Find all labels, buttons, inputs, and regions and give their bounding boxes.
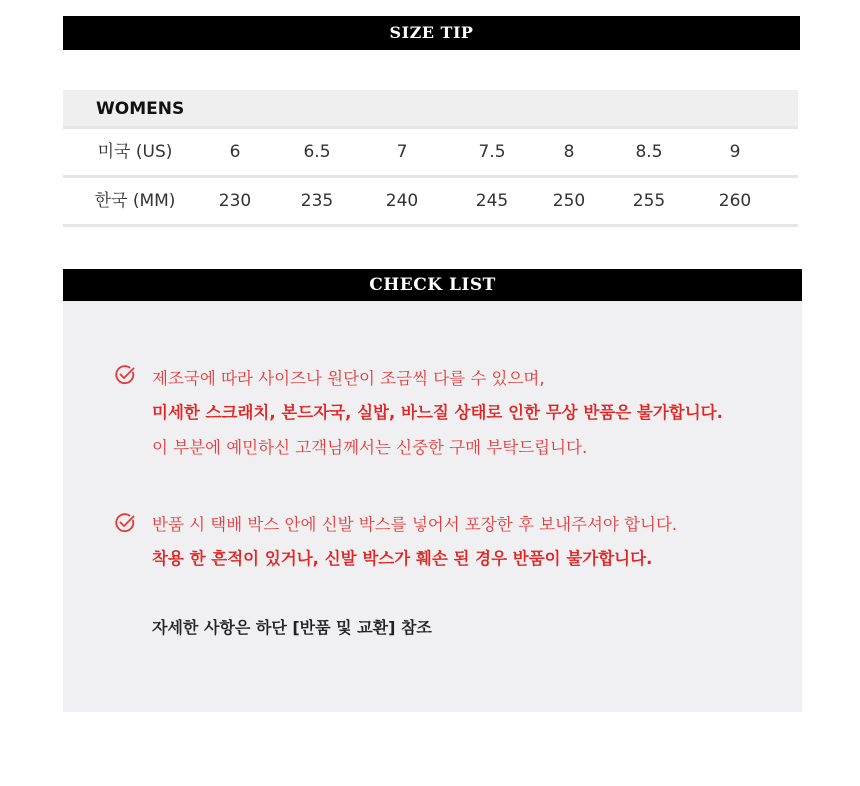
table-row-mm <box>63 178 798 224</box>
table-cell: 6.5 <box>303 142 331 162</box>
table-cell: 230 <box>218 191 252 211</box>
table-cell: 8 <box>563 142 575 162</box>
table-cell: 9 <box>729 142 741 162</box>
table-cell: 7 <box>396 142 408 162</box>
table-cell: 250 <box>552 191 586 211</box>
check-list-title: CHECK LIST <box>369 275 496 295</box>
table-cell: 240 <box>385 191 419 211</box>
table-title: WOMENS <box>96 99 185 119</box>
check-circle-icon <box>114 364 136 386</box>
size-table <box>63 90 798 227</box>
table-row-us <box>63 129 798 175</box>
size-tip-title: SIZE TIP <box>389 23 474 42</box>
check-item-2-line-2: 착용 한 흔적이 있거나, 신발 박스가 훼손 된 경우 반품이 불가합니다. <box>152 549 653 568</box>
table-header <box>63 90 798 126</box>
check-item-1-line-1: 제조국에 따라 사이즈나 원단이 조금씩 다를 수 있으며, <box>152 369 545 388</box>
table-cell: 6 <box>229 142 241 162</box>
table-cell: 255 <box>632 191 666 211</box>
check-list-panel <box>63 301 802 712</box>
table-divider <box>63 224 798 227</box>
row-label: 미국 (US) <box>97 142 173 162</box>
check-list-header <box>63 269 802 301</box>
check-circle-icon <box>114 512 136 534</box>
check-item-2-line-1: 반품 시 택배 박스 안에 신발 박스를 넣어서 포장한 후 보내주셔야 합니다. <box>152 515 678 534</box>
table-cell: 7.5 <box>478 142 506 162</box>
table-cell: 245 <box>475 191 509 211</box>
table-cell: 8.5 <box>635 142 663 162</box>
table-cell: 260 <box>718 191 752 211</box>
row-label: 한국 (MM) <box>94 191 176 211</box>
check-item-1-line-3: 이 부분에 예민하신 고객님께서는 신중한 구매 부탁드립니다. <box>152 438 588 457</box>
return-policy-note: 자세한 사항은 하단 [반품 및 교환] 참조 <box>152 618 432 637</box>
check-item-1-line-2: 미세한 스크래치, 본드자국, 실밥, 바느질 상태로 인한 무상 반품은 불가합니다. <box>152 403 723 422</box>
size-tip-header <box>63 16 800 50</box>
table-cell: 235 <box>300 191 334 211</box>
